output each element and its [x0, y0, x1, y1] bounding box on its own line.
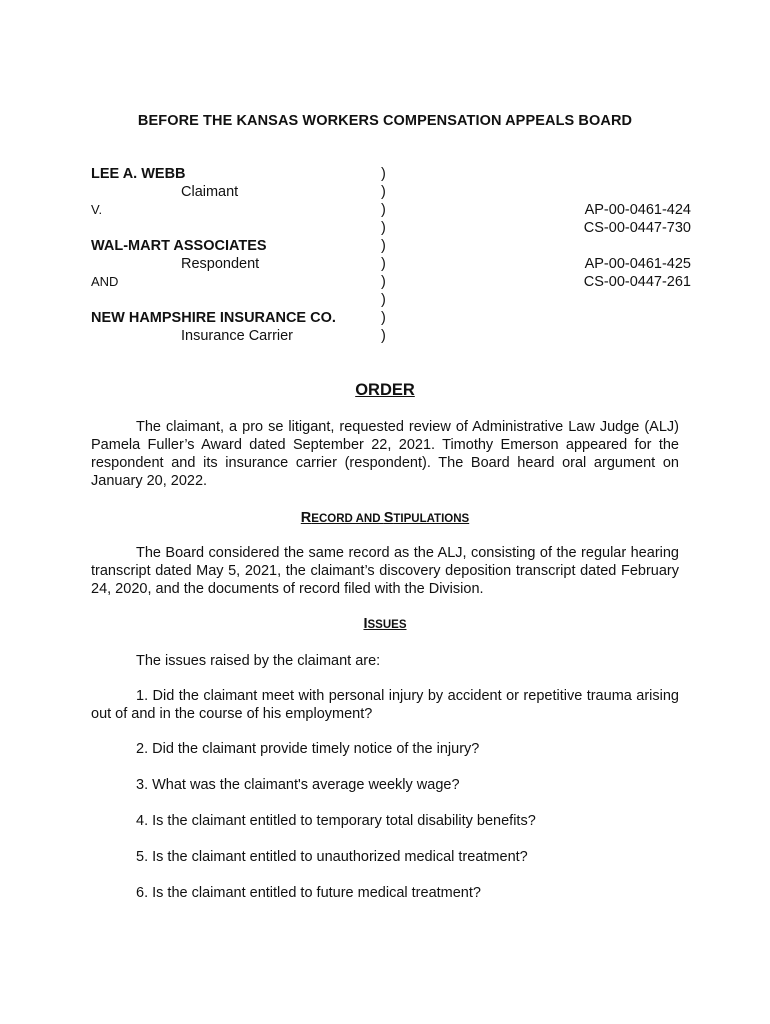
paren: ) — [381, 292, 386, 308]
paren: ) — [381, 220, 386, 236]
versus-label: V. — [91, 202, 103, 217]
issues-heading: ISSUES — [363, 616, 407, 632]
carrier-name: NEW HAMPSHIRE INSURANCE CO. — [91, 310, 336, 326]
respondent-name: WAL-MART ASSOCIATES — [91, 238, 267, 254]
order-heading: ORDER — [355, 381, 415, 399]
and-label: AND — [91, 274, 119, 289]
docket-number-ap-1: AP-00-0461-424 — [584, 202, 691, 218]
board-title: BEFORE THE KANSAS WORKERS COMPENSATION APPEALS BOARD — [137, 113, 633, 129]
paren: ) — [381, 184, 386, 200]
paren: ) — [381, 202, 386, 218]
paren: ) — [381, 166, 386, 182]
paren: ) — [381, 256, 386, 272]
issue-item: 3. What was the claimant's average weekly wage? — [136, 777, 460, 793]
issue-item: 4. Is the claimant entitled to temporary total disability benefits? — [136, 813, 536, 829]
paren-column — [381, 165, 386, 345]
issues-intro: The issues raised by the claimant are: — [136, 653, 381, 669]
paren: ) — [381, 328, 386, 344]
claimant-name: LEE A. WEBB — [91, 166, 186, 182]
issue-item: 1. Did the claimant meet with personal injury by accident or repetitive trauma arising out of and in the course of his employment? — [91, 688, 679, 722]
carrier-role: Insurance Carrier — [181, 328, 294, 344]
issue-item: 6. Is the claimant entitled to future medical treatment? — [136, 885, 481, 901]
docket-number-ap-2: AP-00-0461-425 — [584, 256, 691, 272]
paren: ) — [381, 238, 386, 254]
issue-item: 2. Did the claimant provide timely notice of the injury? — [136, 741, 480, 757]
paren: ) — [381, 310, 386, 326]
claimant-role: Claimant — [181, 184, 239, 200]
issue-item: 5. Is the claimant entitled to unauthorized medical treatment? — [136, 849, 528, 865]
respondent-role: Respondent — [181, 256, 260, 272]
intro-paragraph: The claimant, a pro se litigant, requested review of Administrative Law Judge (ALJ) Pamela Fuller’s Award dated September 22, 2021. Timothy Emerson appeared for the respondent and its insurance carrier (respondent). The Board heard oral argument on January 20, 2022. — [91, 419, 679, 489]
docket-number-cs-2: CS-00-0447-261 — [583, 274, 691, 290]
record-paragraph: The Board considered the same record as the ALJ, consisting of the regular hearing transcript dated May 5, 2021, the claimant’s discovery deposition transcript dated February 24, 2020, and the documents of record filed with the Division. — [91, 545, 679, 597]
docket-number-cs-1: CS-00-0447-730 — [583, 220, 691, 236]
paren: ) — [381, 274, 386, 290]
case-caption — [91, 165, 691, 350]
record-stipulations-heading: RECORD AND STIPULATIONS — [300, 510, 470, 526]
